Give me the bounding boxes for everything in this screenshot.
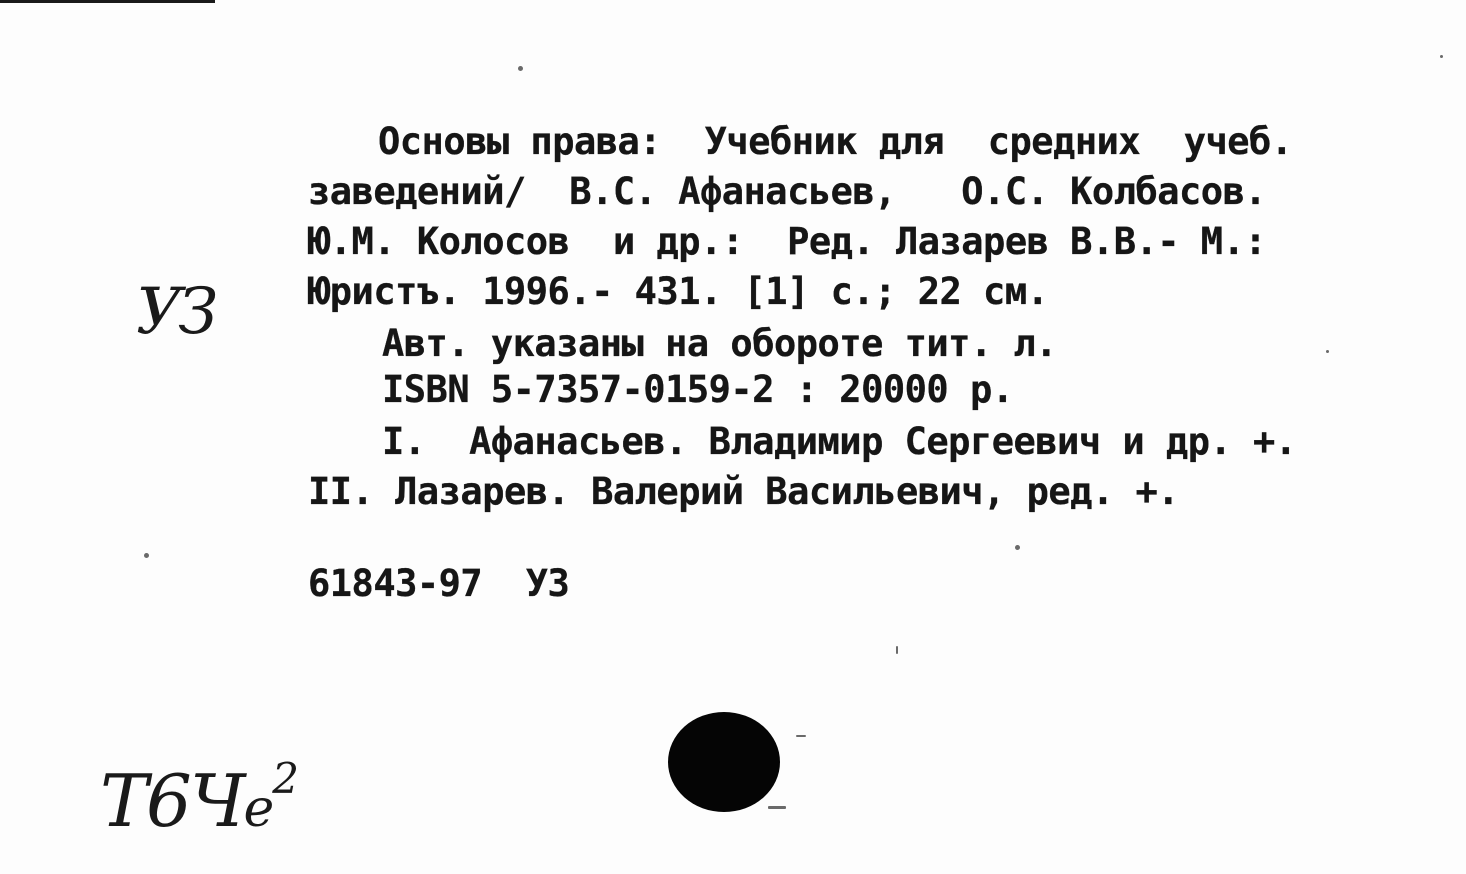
title-line-2: заведений/ В.С. Афанасьев, О.С. Колбасов.	[308, 170, 1267, 213]
scan-speck	[518, 66, 523, 71]
scan-speck	[1015, 545, 1020, 550]
handwritten-call-mark: УЗ	[136, 275, 215, 349]
tracing-line-1: I. Афанасьев. Владимир Сергеевич и др. +.	[382, 420, 1297, 463]
scan-speck	[796, 735, 806, 737]
title-line-3: Ю.М. Колосов и др.: Ред. Лазарев В.В.- М.:	[308, 220, 1267, 263]
card-punch-hole	[668, 712, 780, 812]
shelf-code-main: Т6Ч	[100, 759, 244, 843]
handwritten-shelf-code	[100, 744, 297, 852]
scan-speck	[1440, 55, 1443, 58]
authors-note: Авт. указаны на обороте тит. л.	[382, 322, 1058, 365]
scan-speck	[896, 646, 898, 654]
scan-speck	[144, 553, 149, 558]
title-line-1: Основы права: Учебник для средних учеб.	[378, 120, 1293, 163]
accession-number: 61843-97 УЗ	[308, 562, 570, 605]
scan-speck	[768, 806, 786, 809]
top-edge-rule	[0, 0, 215, 3]
scan-speck	[1326, 350, 1329, 353]
imprint-line: Юристъ. 1996.- 431. [1] с.; 22 см.	[308, 270, 1049, 313]
tracing-line-2: II. Лазарев. Валерий Васильевич, ред. +.	[308, 470, 1180, 513]
shelf-code-letter: е	[243, 779, 273, 839]
shelf-code-superscript: 2	[272, 754, 297, 803]
isbn-line: ISBN 5-7357-0159-2 : 20000 р.	[382, 368, 1014, 411]
